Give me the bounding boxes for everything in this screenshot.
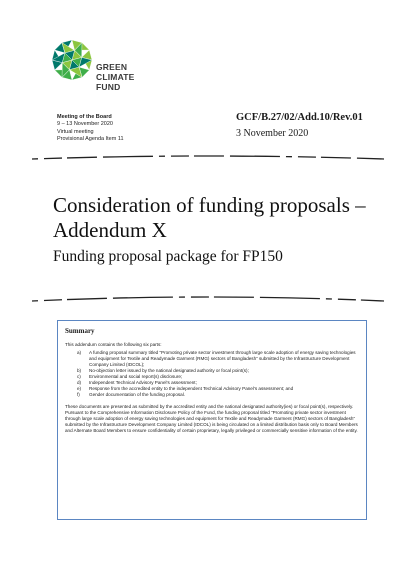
org-name-line-2: CLIMATE — [96, 72, 135, 82]
list-item-text: A funding proposal summary titled “Promoting private sector investment through large scale adoption of energy saving technologies and equipment for Textile and Readymade Garment (RMG) sectors of Bangladesh” submitted by the Infrastructure Development Company Limited (IDCOL); — [89, 350, 356, 367]
list-item-text: Independent Technical Advisory Panel’s assessment; — [89, 380, 197, 385]
org-name-line-1: GREEN — [96, 62, 128, 72]
summary-heading: Summary — [65, 327, 95, 335]
list-item-label: a) — [77, 350, 82, 355]
list-item-text: Environmental and social report(s) disclosure; — [89, 374, 183, 379]
document-date: 3 November 2020 — [236, 128, 309, 139]
list-item-label: b) — [77, 368, 82, 373]
summary-list — [65, 350, 359, 398]
gcf-globe-icon — [50, 38, 94, 82]
agenda-item: Provisional Agenda Item 11 — [57, 136, 124, 143]
org-name — [96, 62, 135, 92]
gcf-logo — [50, 38, 170, 100]
document-info — [236, 112, 366, 139]
list-item-text: No-objection letter issued by the national designated authority or focal point(s); — [89, 368, 249, 373]
summary-intro: This addendum contains the following six parts: — [65, 342, 162, 347]
meeting-dates: 9 – 13 November 2020 — [57, 121, 113, 128]
meeting-type: Virtual meeting — [57, 128, 94, 135]
list-item — [77, 392, 359, 398]
list-item — [77, 350, 359, 368]
list-item-label: f) — [77, 392, 80, 397]
meeting-info — [57, 114, 124, 144]
org-name-line-3: FUND — [96, 82, 121, 92]
list-item-text: Gender documentation of the funding proposal. — [89, 392, 186, 397]
list-item-label: c) — [77, 374, 81, 379]
summary-box — [57, 320, 367, 520]
list-item-label: e) — [77, 386, 82, 391]
list-item-label: d) — [77, 380, 82, 385]
top-wave-divider — [32, 155, 384, 161]
page-subtitle: Funding proposal package for FP150 — [53, 248, 283, 265]
document-reference: GCF/B.27/02/Add.10/Rev.01 — [236, 112, 363, 123]
list-item-text: Response from the accredited entity to the independent Technical Advisory Panel’s assessment; and — [89, 386, 294, 391]
page-title: Consideration of funding proposals – Addendum X — [53, 193, 366, 242]
bottom-wave-divider — [32, 296, 384, 302]
summary-closing-paragraph: These documents are presented as submitted by the accredited entity and the national designated authority(ies) or focal point(s), respectively. Pursuant to the Comprehensive Information Disclosure Policy of the Fund, the funding proposal titled “Promoting private sector investment through large scale adoption of energy saving technologies and equipment for Textile and Readymade Garment (RMG) sectors of Bangladesh” submitted by the Infrastructure Development Company Limited (IDCOL) is being circulated on a limited distribution basis only to Board Members and Alternate Board Members to ensure confidentiality of certain proprietary, legally privileged or commercially sensitive information of the entity. — [65, 404, 358, 433]
meeting-heading: Meeting of the Board — [57, 114, 112, 120]
